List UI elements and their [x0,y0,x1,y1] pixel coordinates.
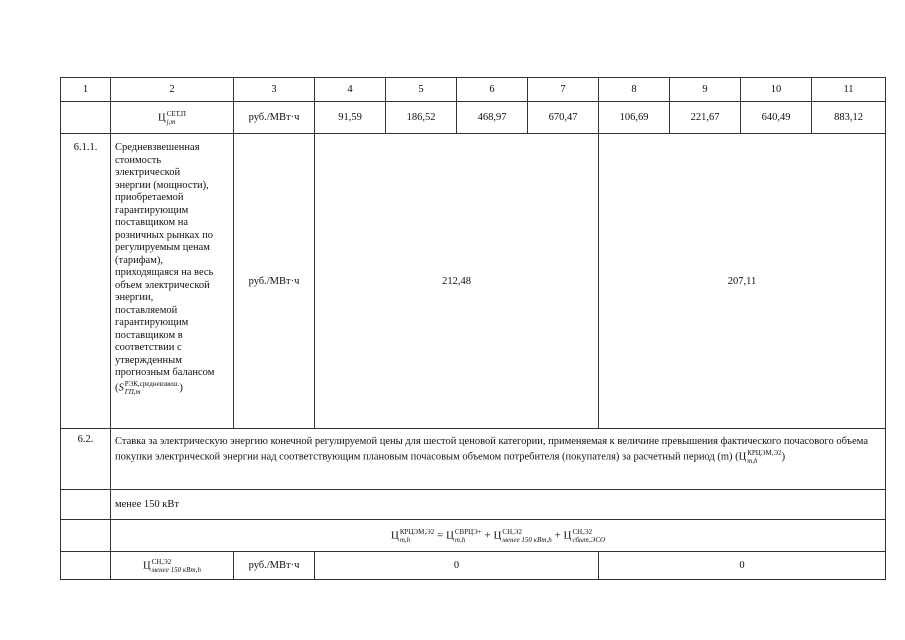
description-line: гарантирующим [115,204,189,216]
value-cell: 640,49 [741,102,812,134]
symbol-sup: СН,Э2 [502,527,523,536]
symbol-sub: m,h [399,535,411,544]
symbol-sub: ГП,m [124,387,141,396]
description-line: гарантирующим [115,317,189,328]
unit-cell: руб./МВт·ч [234,102,315,134]
row-number-cell [61,490,111,520]
power-band-row [61,490,886,520]
value-cell: 221,67 [670,102,741,134]
symbol-base: Ц [143,559,151,571]
description-line: Средневзвешенная [115,142,200,153]
power-band-value-row [61,552,886,580]
value-cell: 468,97 [457,102,528,134]
description-line: утвержденным [115,354,182,366]
row-number-cell: 6.1.1. [61,134,111,429]
row-number-cell: 6.2. [61,429,111,490]
col-number-cell: 6 [457,78,528,102]
formula-plus: + [554,529,561,542]
description-line: энергии, [115,292,154,303]
description-line: (тарифам), [115,254,163,266]
value-cell: 106,69 [599,102,670,134]
section-text: Ставка за электрическую энергию конечной регулируемой цены для шестой ценовой категории, применяемая к величине превышения фактического почасового объема покупки электрической энергии над соответствующим плановым почасовым объемом потребителя (покупателя) за расчетный период (m) (ЦКРЦЭМ,Э2 m,h ) [115,436,868,465]
description-line: соответствии с [115,342,182,353]
formula-term2-indices [502,528,551,544]
value-cell-merged: 0 [599,552,886,580]
symbol-cell [111,102,234,134]
description-line: электрической [115,167,181,178]
symbol-sub: m,h [454,535,466,544]
formula-term1-base: Ц [445,529,454,542]
col-number-cell: 5 [386,78,457,102]
description-line: приходящаяся на весь [115,267,214,278]
description-cell [111,134,234,429]
symbol-base: S [118,381,124,393]
formula-lhs-indices [400,528,434,544]
symbol-indices [152,558,201,574]
value-cell-merged: 207,11 [599,134,886,429]
value-cell: 670,47 [528,102,599,134]
formula-term3-indices [572,528,605,544]
description-line: поставщиком в [115,329,183,341]
symbol-sup: СН,Э2 [572,527,593,536]
symbol-sub: менее 150 кВт,h [151,565,201,574]
description-symbol: (SРЭК,средневзвеш. ГП,m ) [115,379,183,396]
col-number-cell: 2 [111,78,234,102]
description-line: поставляемой [115,304,178,316]
formula-term1-indices [455,528,482,544]
col-number-cell: 1 [61,78,111,102]
unit-cell: руб./МВт·ч [234,552,315,580]
description-line: поставщиком на [115,217,188,228]
section-text-cell [111,429,886,490]
col-number-cell: 9 [670,78,741,102]
col-number-cell: 11 [812,78,886,102]
col-number-cell: 10 [741,78,812,102]
col-number-cell: 4 [315,78,386,102]
formula-term2-base: Ц [493,529,502,542]
row-number-cell [61,552,111,580]
col-number-cell: 3 [234,78,315,102]
formula-equals: = [436,529,444,542]
value-cell: 883,12 [812,102,886,134]
value-cell: 186,52 [386,102,457,134]
formula-lhs-base: Ц [390,529,399,542]
description-line: объем электрической [115,279,210,291]
formula-plus: + [484,529,491,542]
symbol-sub: менее 150 кВт,h [502,535,552,544]
col-number-cell: 7 [528,78,599,102]
description-line: энергии (мощности), [115,179,209,191]
formula-term3-base: Ц [563,529,572,542]
weighted-average-cost-row [61,134,886,429]
description-text [115,142,229,380]
symbol-sub: сбыт,ЭСО [572,535,606,544]
symbol-sup: СЕТ,П [166,109,186,118]
network-tariff-row [61,102,886,134]
symbol-sub: m,h [747,457,758,465]
symbol-cell [111,552,234,580]
row-number-cell [61,102,111,134]
symbol-sup: КРЦЭМ,Э2 [747,449,782,457]
description-line: прогнозным балансом [115,367,215,378]
description-line: розничных рынках по [115,229,213,241]
value-cell-merged: 212,48 [315,134,599,429]
symbol-indices [747,449,781,465]
description-line: приобретаемой [115,192,184,203]
value-cell: 91,59 [315,102,386,134]
symbol-sup: СВРЦЭ+ [454,527,482,536]
value-cell-merged: 0 [315,552,599,580]
formula-cell [111,520,886,552]
col-number-cell: 8 [599,78,670,102]
rate-section-row [61,429,886,490]
symbol-sup: СН,Э2 [151,557,172,566]
tariff-table [60,77,886,580]
symbol-base: Ц [158,111,166,123]
formula-row [61,520,886,552]
symbol-base: Ц [738,451,747,463]
unit-cell: руб./МВт·ч [234,134,315,429]
symbol-indices [125,380,180,396]
description-line: стоимость [115,154,162,166]
symbol-sub: j,m [166,117,176,126]
description-line: регулируемым ценам [115,242,210,253]
symbol-sup: РЭК,средневзвеш. [124,379,180,388]
symbol-sup: КРЦЭМ,Э2 [399,527,435,536]
row-number-cell [61,520,111,552]
column-number-row [61,78,886,102]
section-text-body: Ставка за электрическую энергию конечной регулируемой цены для шестой ценовой категории, применяемая к величине превышения фактического почасового объема покупки электрической энергии над соответствующим плановым почасовым объемом потребителя (покупателя) за расчетный период (m) [115,436,868,463]
symbol-indices [167,110,186,126]
power-band-label: менее 150 кВт [111,490,886,520]
